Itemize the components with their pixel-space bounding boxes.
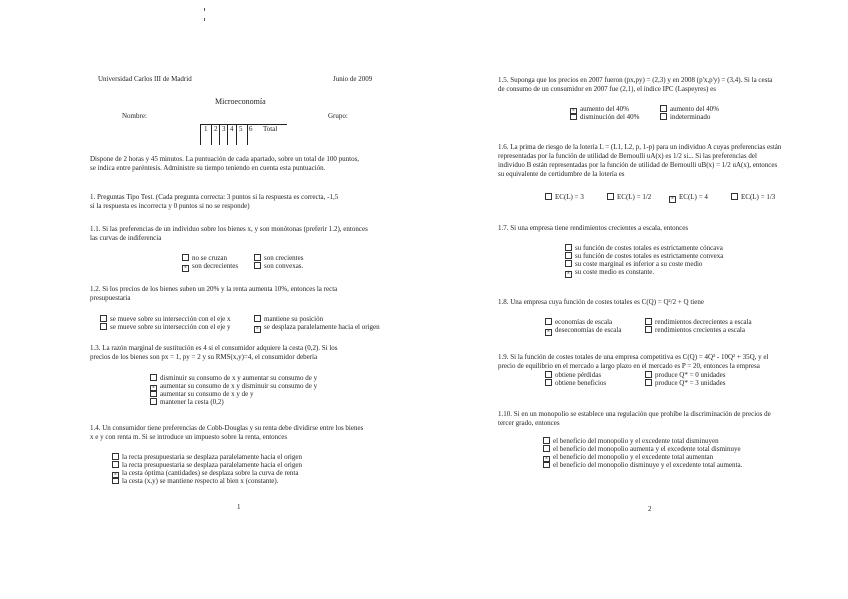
checkbox-icon[interactable] — [254, 254, 261, 261]
answer-option[interactable] — [669, 193, 708, 203]
answer-option[interactable] — [150, 390, 254, 398]
answer-option[interactable] — [545, 318, 612, 326]
answer-option[interactable] — [112, 461, 302, 469]
option-label: la recta presupuestaria se desplaza paralelamente hacia el origen — [122, 461, 302, 469]
option-label: el beneficio del monopolio y el excedente total aumentan — [553, 453, 714, 461]
option-label: mantiene su posición — [264, 315, 324, 323]
checked-box-icon[interactable]: × — [544, 456, 549, 462]
answer-option[interactable] — [565, 268, 654, 278]
option-label: deseconomías de escala — [555, 326, 622, 334]
question-text: 1.6. La prima de riesgo de la lotería L = (L1, L2, p, 1-p) para un individuo A cuyas preferencias están — [498, 143, 782, 151]
answer-option[interactable] — [182, 254, 227, 262]
question-text: tercer grado, entonces — [498, 419, 560, 427]
option-label: el beneficio del monopolio y el excedente total disminuyen — [553, 437, 719, 445]
answer-option[interactable] — [100, 315, 231, 323]
instructions-line: Dispone de 2 horas y 45 minutos. La puntuación de cada apartado, sobre un total de 100 puntos, — [90, 155, 360, 163]
question-text: precios de los bienes son px = 1, py = 2 y su RMS(x,y)=4, el consumidor debería — [90, 353, 318, 361]
grid-cell: 3 — [222, 125, 226, 133]
answer-option[interactable] — [731, 193, 775, 201]
checked-box-icon[interactable]: × — [113, 472, 118, 478]
grid-cell: 1 — [204, 125, 208, 133]
checkbox-icon[interactable] — [731, 193, 738, 200]
answer-option[interactable] — [100, 323, 231, 331]
option-label: EC(L) = 3 — [555, 193, 584, 201]
answer-option[interactable] — [645, 371, 725, 379]
checked-box-icon[interactable]: × — [571, 108, 576, 114]
checkbox-icon[interactable] — [565, 260, 572, 267]
grid-cell: 6 — [249, 125, 253, 133]
answer-option[interactable] — [543, 445, 741, 453]
option-label: son convexas. — [264, 262, 304, 270]
checkbox-icon[interactable] — [543, 437, 550, 444]
option-label: no se cruzan — [192, 254, 227, 262]
question-text: su equivalente de certidumbre de la lotería es — [498, 170, 625, 178]
page-number: 2 — [648, 505, 652, 513]
grid-cell: Total — [263, 125, 278, 133]
checkbox-icon[interactable] — [645, 318, 652, 325]
checkbox-icon[interactable] — [150, 374, 157, 381]
option-label: se desplaza paralelamente hacia el origen — [264, 323, 380, 331]
answer-option[interactable] — [545, 193, 584, 201]
question-text: representadas por la función de utilidad de Bernoulli uA(x) es 1/2 si... Si las preferencias del — [498, 152, 757, 160]
option-label: rendimientos crecientes a escala — [655, 326, 745, 334]
answer-option[interactable] — [545, 371, 601, 379]
grid-cell: 4 — [230, 125, 234, 133]
checkbox-icon[interactable] — [660, 105, 667, 112]
section-heading: 1. Preguntas Tipo Test. (Cada pregunta correcta: 3 puntos si la respuesta es correcta, -1,5 — [90, 193, 339, 201]
option-label: obtiene beneficios — [555, 379, 607, 387]
answer-option[interactable] — [254, 323, 380, 333]
answer-option[interactable] — [112, 453, 302, 461]
checkbox-icon[interactable] — [254, 262, 261, 269]
answer-option[interactable] — [543, 437, 719, 445]
checkbox-icon[interactable] — [645, 371, 652, 378]
checkbox-icon[interactable] — [545, 193, 552, 200]
answer-option[interactable] — [565, 244, 723, 252]
checkbox-icon[interactable] — [645, 379, 652, 386]
checkbox-icon[interactable] — [570, 113, 577, 120]
grid-cell: 2 — [214, 125, 218, 133]
option-label: su coste medio es constante. — [575, 268, 655, 276]
checkbox-icon[interactable] — [607, 193, 614, 200]
checked-box-icon[interactable]: × — [670, 196, 675, 202]
answer-option[interactable] — [254, 254, 303, 262]
checkbox-icon[interactable] — [545, 318, 552, 325]
answer-option[interactable] — [645, 379, 725, 387]
option-label: su función de costes totales es estrictamente cóncava — [575, 244, 723, 252]
answer-option[interactable] — [182, 262, 238, 272]
name-label: Nombre: — [122, 112, 147, 120]
checkbox-icon[interactable] — [100, 315, 107, 322]
option-label: aumentar su consumo de x y de y — [160, 390, 254, 398]
answer-option[interactable] — [660, 113, 710, 121]
option-label: rendimientos decrecientes a escala — [655, 318, 752, 326]
scan-artifact — [204, 8, 205, 11]
option-label: EC(L) = 1/2 — [617, 193, 652, 201]
checked-box-icon[interactable]: × — [255, 326, 260, 332]
option-label: la cesta óptima (cantidades) se desplaza sobre la curva de renta — [122, 469, 299, 477]
university-name: Universidad Carlos III de Madrid — [98, 75, 192, 83]
grid-divider — [219, 125, 220, 145]
checkbox-icon[interactable] — [112, 477, 119, 484]
grid-cell: 5 — [239, 125, 243, 133]
scan-artifact — [204, 18, 205, 21]
question-text: presupuestaria — [90, 294, 131, 302]
answer-option[interactable] — [150, 398, 224, 406]
option-label: economías de escala — [555, 318, 613, 326]
grid-divider — [236, 125, 237, 145]
question-text: individuo B están representadas por la función de utilidad de Bernoulli uB(x) = 1/2 uA(x), entonces — [498, 161, 778, 169]
answer-option[interactable] — [645, 326, 745, 334]
answer-option[interactable] — [543, 461, 742, 469]
option-label: la cesta (x,y) se mantiene respecto al bien x (constante). — [122, 477, 279, 485]
option-label: EC(L) = 4 — [679, 193, 708, 201]
option-label: produce Q* = 3 unidades — [655, 379, 726, 387]
question-text: 1.7. Si una empresa tiene rendimientos crecientes a escala, entonces — [498, 224, 689, 232]
answer-option[interactable] — [565, 260, 702, 268]
answer-option[interactable] — [660, 105, 719, 113]
question-text: precio de equilibrio en el mercado a largo plazo en el mercado es P = 20, entonces la empresa — [498, 362, 760, 370]
checkbox-icon[interactable] — [112, 461, 119, 468]
option-label: disminución del 40% — [580, 113, 640, 121]
answer-option[interactable] — [565, 252, 723, 260]
answer-option[interactable] — [645, 318, 752, 326]
question-text: de consumo de un consumidor en 2007 fue (2,1), el índice IPC (Laspeyres) es — [498, 85, 716, 93]
option-label: son crecientes — [264, 254, 304, 262]
answer-option[interactable] — [150, 374, 317, 382]
score-grid — [200, 124, 287, 145]
option-label: indeterminado — [670, 113, 711, 121]
checkbox-icon[interactable] — [150, 398, 157, 405]
answer-option[interactable] — [545, 326, 621, 336]
grid-divider — [247, 125, 248, 145]
checkbox-icon[interactable] — [182, 254, 189, 261]
option-label: el beneficio del monopolio aumenta y el excedente total disminuye — [553, 445, 741, 453]
checkbox-icon[interactable] — [543, 461, 550, 468]
question-text: 1.3. La razón marginal de sustitución es 4 si el consumidor adquiere la cesta (0,2). Si los — [90, 344, 338, 352]
option-label: aumento del 40% — [670, 105, 719, 113]
question-text: 1.10. Si en un monopolio se establece una regulación que prohíbe la discriminación de precios de — [498, 410, 771, 418]
option-label: la recta presupuestaria se desplaza paralelamente hacia el origen — [122, 453, 302, 461]
checked-box-icon[interactable]: × — [566, 271, 571, 277]
option-label: el beneficio del monopolio disminuye y el excedente total aumenta. — [553, 461, 743, 469]
checkbox-icon[interactable] — [660, 113, 667, 120]
option-label: produce Q* = 0 unidades — [655, 371, 726, 379]
checked-box-icon[interactable]: × — [183, 265, 188, 271]
question-text: 1.1. Si las preferencias de un individuo sobre los bienes x, y son monótonas (preferir 1.2), entonces — [90, 225, 368, 233]
option-label: se mueve sobre su intersección con el eje y — [110, 323, 231, 331]
option-label: son decrecientes — [192, 262, 239, 270]
instructions-line: se indica entre paréntesis. Administre su tiempo teniendo en cuenta esta puntuación. — [90, 164, 326, 172]
option-label: EC(L) = 1/3 — [741, 193, 776, 201]
checked-box-icon[interactable]: × — [151, 385, 156, 391]
question-text: 1.2. Si los precios de los bienes suben un 20% y la renta aumenta 10%, entonces la recta — [90, 285, 338, 293]
question-text: x e y con renta m. Si se introduce un impuesto sobre la renta, entonces — [90, 433, 288, 441]
checkbox-icon[interactable] — [545, 371, 552, 378]
section-heading: si la respuesta es incorrecta y 0 puntos si no se responde) — [90, 202, 250, 210]
option-label: obtiene pérdidas — [555, 371, 602, 379]
checkbox-icon[interactable] — [545, 379, 552, 386]
option-label: su función de costes totales es estrictamente convexa — [575, 252, 724, 260]
option-label: disminuir su consumo de x y aumentar su consumo de y — [160, 374, 318, 382]
course-title: Microeconomía — [215, 97, 266, 106]
checkbox-icon[interactable] — [565, 252, 572, 259]
checkbox-icon[interactable] — [254, 315, 261, 322]
grid-divider — [227, 125, 228, 145]
group-label: Grupo: — [328, 112, 348, 120]
answer-option[interactable] — [254, 315, 323, 323]
option-label: se mueve sobre su intersección con el eje x — [110, 315, 231, 323]
option-label: mantener la cesta (0,2) — [160, 398, 224, 406]
answer-option[interactable] — [607, 193, 651, 201]
question-text: 1.4. Un consumidor tiene preferencias de Cobb-Douglas y su renta debe dividirse entre los bienes — [90, 424, 364, 432]
answer-option[interactable] — [254, 262, 303, 270]
checkbox-icon[interactable] — [100, 323, 107, 330]
option-label: aumento del 40% — [580, 105, 629, 113]
answer-option[interactable] — [545, 379, 606, 387]
exam-date: Junio de 2009 — [333, 75, 373, 83]
page-number: 1 — [237, 503, 241, 511]
answer-option[interactable] — [112, 477, 278, 485]
option-label: su coste marginal es inferior a su coste medio — [575, 260, 703, 268]
checkbox-icon[interactable] — [543, 445, 550, 452]
answer-option[interactable] — [570, 113, 640, 121]
checkbox-icon[interactable] — [150, 390, 157, 397]
question-text: 1.9. Si la función de costes totales de una empresa competitiva es C(Q) = 4Q³ - 10Q² + 35Q, y el — [498, 353, 769, 361]
question-text: 1.8. Una empresa cuya función de costes totales es C(Q) = Q²/2 + Q tiene — [498, 298, 704, 306]
checked-box-icon[interactable]: × — [546, 329, 551, 335]
question-text: las curvas de indiferencia — [90, 234, 162, 242]
question-text: 1.5. Suponga que los precios en 2007 fueron (px,py) = (2,3) y en 2008 (p'x,p'y) = (3,4). Si la cesta — [498, 76, 773, 84]
grid-divider — [211, 125, 212, 145]
checkbox-icon[interactable] — [565, 244, 572, 251]
option-label: aumentar su consumo de x y disminuir su consumo de y — [160, 382, 318, 390]
checkbox-icon[interactable] — [112, 453, 119, 460]
checkbox-icon[interactable] — [645, 326, 652, 333]
